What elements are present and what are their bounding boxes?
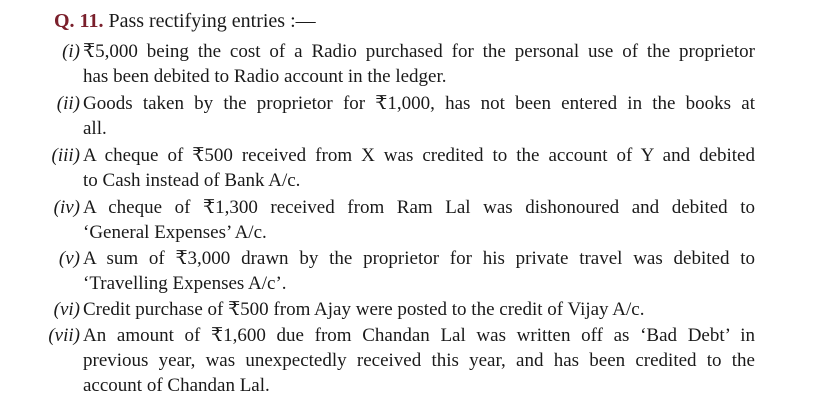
- question-heading: [54, 9, 316, 33]
- item-line: An amount of ₹1,600 due from Chandan Lal was written off as ‘Bad Debt’ in: [83, 325, 755, 346]
- item-text: [83, 143, 755, 193]
- item-line: A sum of ₹3,000 drawn by the proprietor for his private travel was debited to: [83, 248, 755, 269]
- question-title: Pass rectifying entries :—: [108, 10, 316, 32]
- item-text: [83, 195, 755, 245]
- item-line: A cheque of ₹1,300 received from Ram Lal was dishonoured and debited to: [83, 197, 755, 218]
- item-number: (i): [62, 41, 80, 62]
- item-line: Goods taken by the proprietor for ₹1,000, has not been entered in the books at: [83, 93, 755, 114]
- item-text: [83, 246, 755, 296]
- item-text: [83, 91, 755, 141]
- item-number: (v): [58, 248, 80, 269]
- item-line: to Cash instead of Bank A/c.: [83, 170, 301, 191]
- item-line: ‘General Expenses’ A/c.: [83, 222, 267, 243]
- item-line: account of Chandan Lal.: [83, 375, 270, 396]
- item-text: [83, 323, 755, 398]
- question-number: Q. 11.: [54, 10, 104, 32]
- item-number: (ii): [56, 93, 80, 114]
- item-line: ₹5,000 being the cost of a Radio purchased for the personal use of the proprietor: [83, 41, 755, 62]
- item-number: (iv): [53, 197, 80, 218]
- item-line: all.: [83, 118, 107, 139]
- item-number: (vi): [53, 299, 80, 320]
- item-line: previous year, was unexpectedly received this year, and has been credited to the: [83, 350, 755, 371]
- item-text: [83, 39, 755, 89]
- item-line: ‘Travelling Expenses A/c’.: [83, 273, 287, 294]
- item-line: has been debited to Radio account in the ledger.: [83, 66, 447, 87]
- item-line: Credit purchase of ₹500 from Ajay were posted to the credit of Vijay A/c.: [83, 299, 645, 320]
- item-number: (vii): [48, 325, 80, 346]
- item-line: A cheque of ₹500 received from X was credited to the account of Y and debited: [83, 145, 755, 166]
- item-number: (iii): [51, 145, 80, 166]
- item-text: [83, 297, 755, 322]
